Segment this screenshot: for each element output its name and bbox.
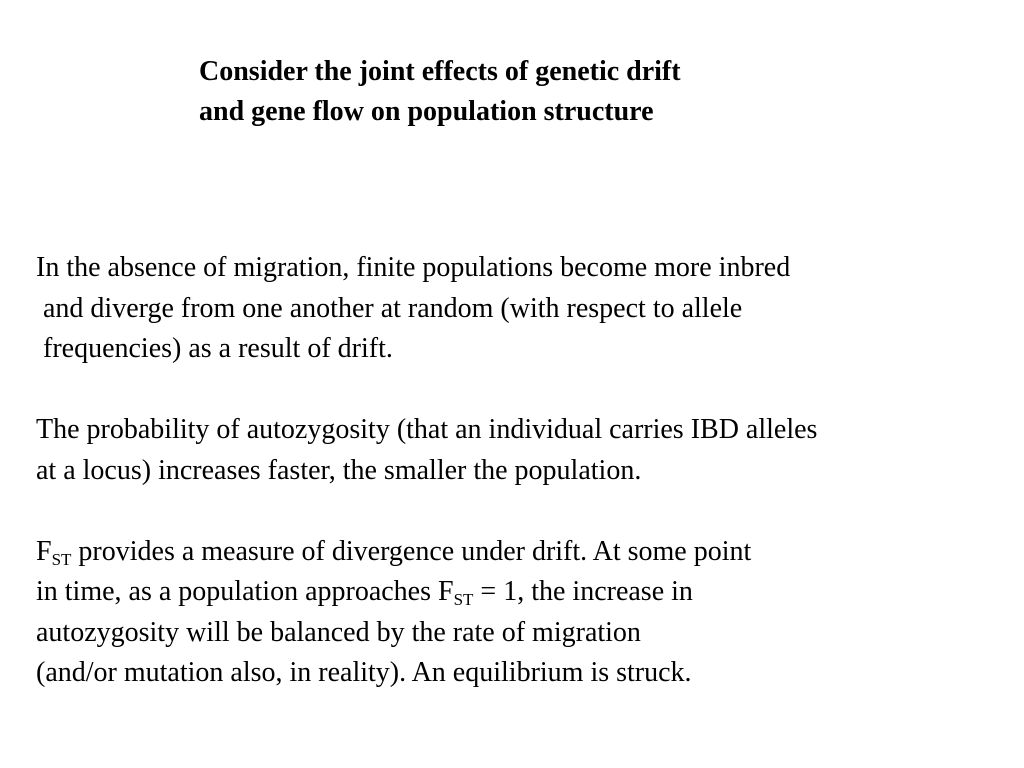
paragraph-3-line-1	[36, 532, 1016, 573]
paragraph-2-line-2: at a locus) increases faster, the smaller the population.	[36, 454, 642, 486]
paragraph-fst	[36, 532, 1016, 694]
slide-title	[199, 52, 681, 132]
fst-subscript: ST	[51, 549, 72, 569]
paragraph-3-line-1-text: provides a measure of divergence under drift. At some point	[71, 535, 752, 567]
paragraph-2-line-1: The probability of autozygosity (that an individual carries IBD alleles	[36, 414, 818, 445]
paragraph-3-line-4: (and/or mutation also, in reality). An equilibrium is struck.	[36, 657, 692, 688]
paragraph-gap	[36, 370, 1016, 411]
title-line-2: and gene flow on population structure	[199, 96, 654, 127]
paragraph-gap	[36, 491, 1016, 532]
paragraph-3-line-3: autozygosity will be balanced by the rate of migration	[36, 616, 641, 648]
paragraph-migration	[36, 248, 1016, 370]
paragraph-1-line-3: frequencies) as a result of drift.	[43, 333, 393, 364]
fst-subscript: ST	[453, 590, 474, 609]
fst-symbol: F	[36, 535, 52, 567]
paragraph-3-line-2	[36, 572, 1016, 613]
paragraph-1-line-2: and diverge from one another at random (with respect to allele	[43, 292, 743, 324]
paragraph-1-line-1: In the absence of migration, finite populations become more inbred	[36, 252, 791, 283]
paragraph-autozygosity	[36, 410, 1016, 491]
title-line-1: Consider the joint effects of genetic drift	[199, 56, 681, 87]
paragraph-3-line-2-text-b: = 1, the increase in	[473, 576, 693, 607]
paragraph-3-line-2-text-a: in time, as a population approaches F	[36, 576, 454, 607]
slide-body	[36, 248, 1016, 694]
